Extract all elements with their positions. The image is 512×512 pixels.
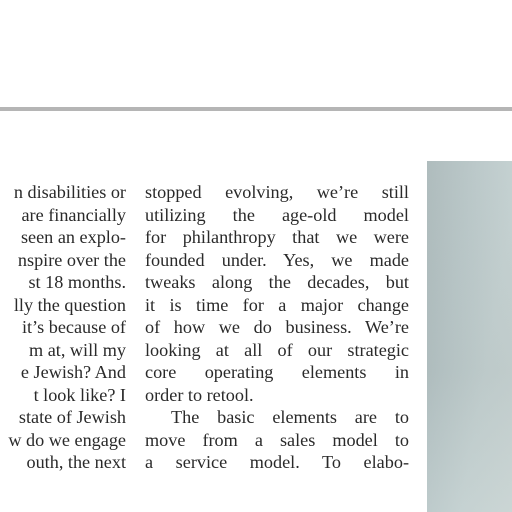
text-line: n disabilities or: [13, 182, 126, 202]
header-divider: [0, 107, 512, 111]
article-photo: [427, 161, 512, 512]
text-line: founded under. Yes, we made: [145, 249, 409, 270]
photo-overlay: [427, 161, 512, 512]
text-line: of how we do business. We’re: [145, 317, 409, 337]
text-line: m at, will my: [29, 339, 126, 360]
text-line: it’s because of: [21, 317, 126, 337]
text-line: state of Jewish: [18, 407, 126, 427]
text-line: for philanthropy that we were: [145, 227, 409, 247]
text-line: tweaks along the decades, but: [145, 272, 409, 292]
text-line: st 18 months.: [28, 272, 126, 292]
text-line: e Jewish? And: [20, 362, 126, 382]
text-line: are financially: [21, 204, 126, 225]
text-line: move from a sales model to: [145, 429, 409, 450]
text-line: t look like? I: [33, 384, 126, 405]
text-line: w do we engage: [8, 429, 126, 450]
text-line: stopped evolving, we’re still: [145, 182, 409, 202]
text-line: core operating elements in: [145, 362, 409, 382]
text-line: lly the question: [13, 294, 126, 315]
text-line: nspire over the: [17, 249, 126, 270]
text-line: utilizing the age-old model: [145, 204, 409, 225]
text-line: The basic elements are to: [171, 407, 409, 427]
article-column-left: [8, 181, 126, 474]
text-line: outh, the next: [26, 452, 126, 472]
text-line: looking at all of our strategic: [145, 339, 409, 360]
text-line: a service model. To elabo-: [145, 452, 409, 472]
text-line: order to retool.: [145, 384, 254, 405]
text-line: it is time for a major change: [145, 294, 409, 315]
article-column-middle: [145, 181, 409, 474]
text-line: seen an explo-: [20, 227, 126, 247]
